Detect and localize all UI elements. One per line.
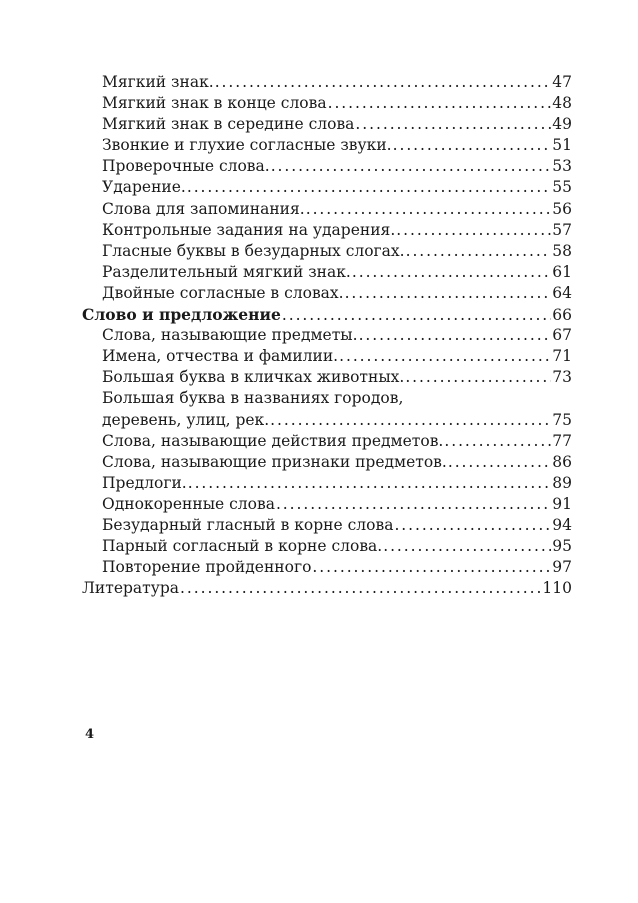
toc-entry <box>82 72 572 93</box>
toc-entry-page: 57 <box>552 220 572 239</box>
toc-entry-page: 67 <box>552 326 572 345</box>
toc-leader-dots <box>180 578 541 599</box>
toc-leader-dots <box>270 410 551 431</box>
toc-entry-page: 53 <box>552 157 572 176</box>
toc-entry-page: 64 <box>552 283 572 302</box>
toc-leader-dots <box>187 177 551 198</box>
toc-entry-title: Однокоренные слова <box>102 494 275 513</box>
toc-entry <box>82 135 572 156</box>
toc-entry-page: 55 <box>552 178 572 197</box>
toc-entry-title: Контрольные задания на ударения. <box>102 220 396 239</box>
toc-entry-title: Звонкие и глухие согласные звуки. <box>102 136 392 155</box>
toc-entry-title: Мягкий знак в середине слова <box>102 115 355 134</box>
toc-entry-page: 110 <box>542 579 572 598</box>
toc-entry <box>82 410 572 431</box>
toc-leader-dots <box>215 72 552 93</box>
toc-entry-page: 89 <box>552 473 572 492</box>
toc-entry-page: 95 <box>552 537 572 556</box>
toc-leader-dots <box>282 305 551 326</box>
toc-leader-dots <box>352 262 551 283</box>
toc-entry-page: 48 <box>552 94 572 113</box>
toc-entry <box>82 557 572 578</box>
page-number: 4 <box>85 727 95 742</box>
toc-entry-page: 77 <box>552 431 572 450</box>
toc-leader-dots <box>271 156 552 177</box>
toc-leader-dots <box>276 494 551 515</box>
toc-leader-dots <box>405 367 551 388</box>
toc-entry-title: Разделительный мягкий знак. <box>102 262 351 281</box>
toc-entry <box>82 346 572 367</box>
toc-entry-title: Слова, называющие действия предметов. <box>102 431 444 450</box>
toc-entry-title: деревень, улиц, рек. <box>102 410 270 429</box>
toc-entry-title: Слова, называющие предметы. <box>102 326 358 345</box>
toc-entry-title: Слово и предложение <box>82 305 281 325</box>
toc-entry <box>82 452 572 473</box>
toc-entry-page: 75 <box>552 410 572 429</box>
toc-entry <box>82 325 572 346</box>
toc-entry-title: Парный согласный в корне слова. <box>102 537 383 556</box>
toc-entry-page: 73 <box>552 368 572 387</box>
toc-entry <box>82 388 572 409</box>
toc-leader-dots <box>448 452 551 473</box>
toc-entry <box>82 494 572 515</box>
toc-leader-dots <box>306 199 552 220</box>
toc-entry <box>82 177 572 198</box>
toc-entry-page: 66 <box>552 306 572 325</box>
toc-leader-dots <box>345 283 552 304</box>
toc-entry <box>82 220 572 241</box>
toc-entry-page: 61 <box>552 262 572 281</box>
toc-entry-title: Литература <box>82 579 180 598</box>
toc-leader-dots <box>328 93 552 114</box>
toc-entry <box>82 199 572 220</box>
toc-leader-dots <box>444 431 551 452</box>
toc-entry <box>82 304 572 325</box>
toc-entry-title: Слова, называющие признаки предметов. <box>102 452 447 471</box>
toc-entry-title: Слова для запоминания. <box>102 199 305 218</box>
toc-entry-title: Безударный гласный в корне слова <box>102 515 394 534</box>
toc-entry-title: Проверочные слова. <box>102 157 270 176</box>
toc-entry-page: 86 <box>552 452 572 471</box>
toc-leader-dots <box>396 220 551 241</box>
toc-entry-page: 51 <box>552 136 572 155</box>
toc-entry-title: Предлоги. <box>102 473 187 492</box>
toc-leader-dots <box>383 536 551 557</box>
toc-entry <box>82 431 572 452</box>
toc-entry <box>82 241 572 262</box>
toc-entry-title: Большая буква в названиях городов, <box>102 389 404 408</box>
table-of-contents <box>82 72 572 599</box>
toc-entry <box>82 114 572 135</box>
toc-entry <box>82 156 572 177</box>
toc-leader-dots <box>339 346 551 367</box>
toc-entry <box>82 93 572 114</box>
toc-entry-title: Гласные буквы в безударных слогах. <box>102 241 405 260</box>
toc-entry <box>82 262 572 283</box>
toc-leader-dots <box>393 135 552 156</box>
toc-entry <box>82 515 572 536</box>
toc-entry-page: 49 <box>552 115 572 134</box>
toc-entry <box>82 283 572 304</box>
toc-entry-title: Большая буква в кличках животных. <box>102 368 405 387</box>
toc-entry-page: 71 <box>552 347 572 366</box>
toc-entry <box>82 578 572 599</box>
toc-entry <box>82 473 572 494</box>
toc-entry-title: Имена, отчества и фамилии. <box>102 347 339 366</box>
toc-leader-dots <box>406 241 552 262</box>
toc-entry-title: Двойные согласные в словах. <box>102 283 344 302</box>
toc-entry-page: 97 <box>552 558 572 577</box>
toc-entry-page: 58 <box>552 241 572 260</box>
toc-entry <box>82 367 572 388</box>
toc-entry-title: Мягкий знак в конце слова <box>102 94 327 113</box>
toc-entry <box>82 536 572 557</box>
toc-leader-dots <box>355 114 551 135</box>
toc-entry-title: Мягкий знак. <box>102 73 214 91</box>
toc-entry-page: 94 <box>552 515 572 534</box>
toc-leader-dots <box>359 325 552 346</box>
toc-entry-title: Повторение пройденного <box>102 558 312 577</box>
toc-entry-page: 91 <box>552 494 572 513</box>
toc-entry-page: 47 <box>552 73 572 91</box>
toc-leader-dots <box>188 473 552 494</box>
toc-entry-page: 56 <box>552 199 572 218</box>
toc-entry-title: Ударение. <box>102 178 186 197</box>
toc-leader-dots <box>394 515 551 536</box>
toc-leader-dots <box>312 557 551 578</box>
